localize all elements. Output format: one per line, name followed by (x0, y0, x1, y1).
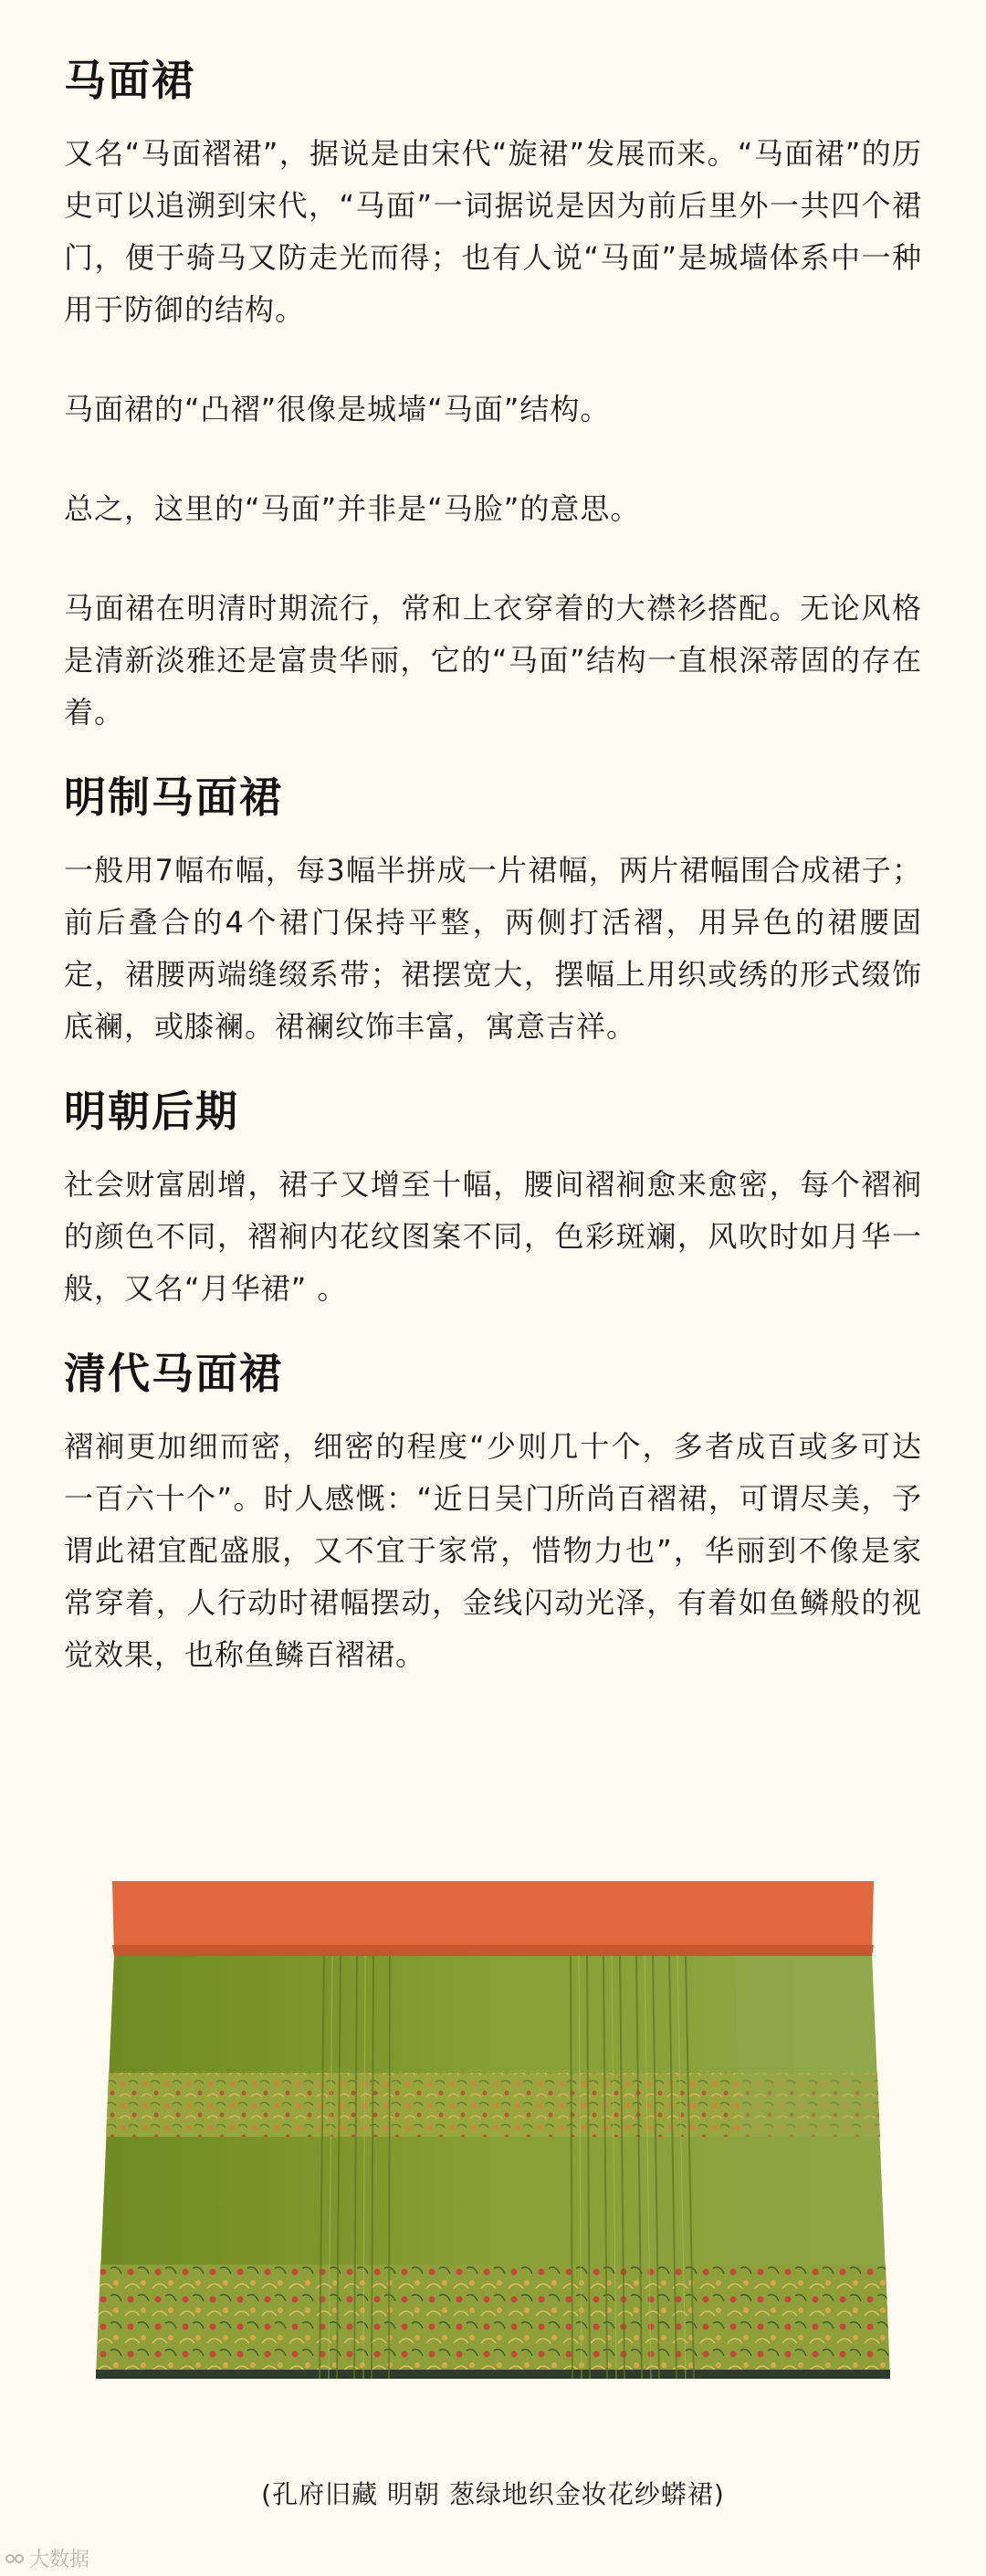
section-title: 明制马面裙 (64, 773, 283, 822)
paragraph: 总之，这里的“马面”并非是“马脸”的意思。 (64, 491, 641, 526)
article (64, 53, 922, 1729)
section-qing (64, 1346, 922, 1681)
skirt-photo (96, 1881, 890, 2397)
section-late-ming (64, 1084, 922, 1315)
image-caption: (孔府旧藏 明朝 葱绿地织金妆花纱蟒裙) (261, 2479, 725, 2509)
section-ming-style (64, 770, 922, 1053)
paragraph: 马面裙在明清时期流行，常和上衣穿着的大襟衫搭配。无论风格是清新淡雅还是富贵华丽，它的“马面”结构一直根深蒂固的存在着。 (64, 591, 922, 730)
section-mamianqun (64, 53, 922, 739)
watermark-text: 大数据 (29, 2549, 90, 2571)
section-title: 清代马面裙 (64, 1349, 283, 1398)
paragraph: 一般用7幅布幅，每3幅半拼成一片裙幅，两片裙幅围合成裙子；前后叠合的4个裙门保持平整，两侧打活褶，用异色的裙腰固定，裙腰两端缝缀系带；裙摆宽大，摆幅上用织或绣的形式缀饰底襕，或膝襕。裙襕纹饰丰富，寓意吉祥。 (64, 853, 922, 1044)
paragraph: 社会财富剧增，裙子又增至十幅，腰间褶裥愈来愈密，每个褶裥的颜色不同，褶裥内花纹图案不同，色彩斑斓，风吹时如月华一般，又名“月华裙” 。 (64, 1167, 922, 1306)
skirt-illustration (96, 1881, 890, 2397)
section-title: 明朝后期 (64, 1087, 239, 1136)
watermark-logo-icon (5, 2551, 26, 2566)
paragraph: 又名“马面褶裙”，据说是由宋代“旋裙”发展而来。“马面裙”的历史可以追溯到宋代，“马面”一词据说是因为前后里外一共四个裙门，便于骑马又防走光而得；也有人说“马面”是城墙体系中一种用于防御的结构。 (64, 136, 922, 327)
section-title: 马面裙 (64, 56, 195, 105)
paragraph: 马面裙的“凸褶”很像是城墙“马面”结构。 (64, 392, 611, 426)
watermark (5, 2544, 89, 2572)
paragraph: 褶裥更加细而密，细密的程度“少则几十个，多者成百或多可达一百六十个”。时人感慨：“近日吴门所尚百褶裙，可谓尽美，予谓此裙宜配盛服，又不宜于家常，惜物力也”，华丽到不像是家常穿着，人行动时裙幅摆动，金线闪动光泽，有着如鱼鳞般的视觉效果，也称鱼鳞百褶裙。 (64, 1429, 922, 1672)
